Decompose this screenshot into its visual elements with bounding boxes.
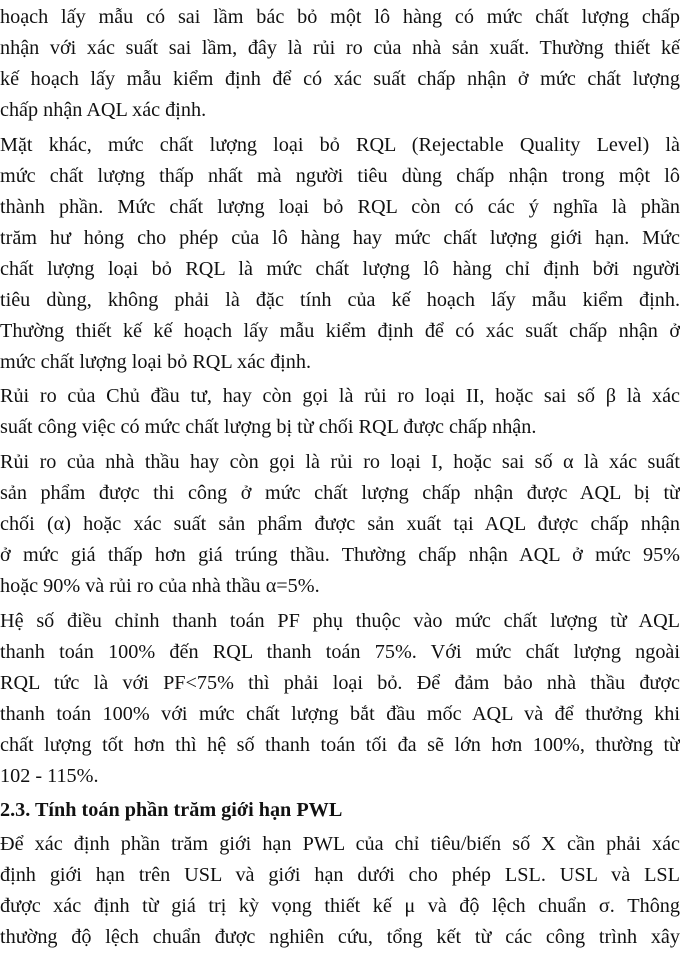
text-line: chất lượng loại bỏ RQL là mức chất lượng lô hàng chỉ định bởi người	[0, 258, 680, 280]
text-line: trăm hư hỏng cho phép của lô hàng hay mức chất lượng giới hạn. Mức	[0, 227, 680, 249]
text-line: chấp nhận AQL xác định.	[0, 99, 207, 121]
text-line: Thường thiết kế kế hoạch lấy mẫu kiểm định để có xác suất chấp nhận ở	[0, 320, 680, 342]
text-line: RQL tức là với PF<75% thì phải loại bỏ. Để đảm bảo nhà thầu được	[0, 672, 680, 694]
text-line: Rủi ro của nhà thầu hay còn gọi là rủi ro loại I, hoặc sai số α là xác suất	[0, 451, 680, 473]
text-line: Mặt khác, mức chất lượng loại bỏ RQL (Rejectable Quality Level) là	[0, 134, 680, 156]
section-heading: 2.3. Tính toán phần trăm giới hạn PWL	[0, 799, 343, 821]
text-line: 102 - 115%.	[0, 765, 99, 787]
text-line: kế hoạch lấy mẫu kiểm định để có xác suất chấp nhận ở mức chất lượng	[0, 68, 680, 90]
text-line: Rủi ro của Chủ đầu tư, hay còn gọi là rủi ro loại II, hoặc sai số β là xác	[0, 385, 680, 407]
text-line: mức chất lượng loại bỏ RQL xác định.	[0, 351, 312, 373]
text-line: sản phẩm được thi công ở mức chất lượng chấp nhận được AQL bị từ	[0, 482, 680, 504]
text-line: thanh toán 100% đến RQL thanh toán 75%. Với mức chất lượng ngoài	[0, 641, 680, 663]
text-line: hoạch lấy mẫu có sai lầm bác bỏ một lô hàng có mức chất lượng chấp	[0, 6, 680, 28]
text-line: suất công việc có mức chất lượng bị từ chối RQL được chấp nhận.	[0, 416, 537, 438]
text-line: thanh toán 100% với mức chất lượng bắt đầu mốc AQL và để thưởng khi	[0, 703, 680, 725]
text-line: Để xác định phần trăm giới hạn PWL của chỉ tiêu/biến số X cần phải xác	[0, 833, 680, 855]
text-line: nhận với xác suất sai lầm, đây là rủi ro của nhà sản xuất. Thường thiết kế	[0, 37, 680, 59]
text-line: chối (α) hoặc xác suất sản phẩm được sản xuất tại AQL được chấp nhận	[0, 513, 680, 535]
text-line: mức chất lượng thấp nhất mà người tiêu dùng chấp nhận trong một lô	[0, 165, 680, 187]
text-line: thường độ lệch chuẩn được nghiên cứu, tổng kết từ các công trình xây	[0, 926, 680, 948]
text-line: được xác định từ giá trị kỳ vọng thiết kế μ và độ lệch chuẩn σ. Thông	[0, 895, 680, 917]
text-line: thành phần. Mức chất lượng loại bỏ RQL còn có các ý nghĩa là phần	[0, 196, 680, 218]
text-line: ở mức giá thấp hơn giá trúng thầu. Thường chấp nhận AQL ở mức 95%	[0, 544, 680, 566]
text-line: định giới hạn trên USL và giới hạn dưới cho phép LSL. USL và LSL	[0, 864, 680, 886]
text-line: tiêu dùng, không phải là đặc tính của kế hoạch lấy mẫu kiểm định.	[0, 289, 680, 311]
text-line: hoặc 90% và rủi ro của nhà thầu α=5%.	[0, 575, 320, 597]
text-line: Hệ số điều chỉnh thanh toán PF phụ thuộc vào mức chất lượng từ AQL	[0, 610, 680, 632]
text-line: chất lượng tốt hơn thì hệ số thanh toán tối đa sẽ lớn hơn 100%, thường từ	[0, 734, 680, 756]
